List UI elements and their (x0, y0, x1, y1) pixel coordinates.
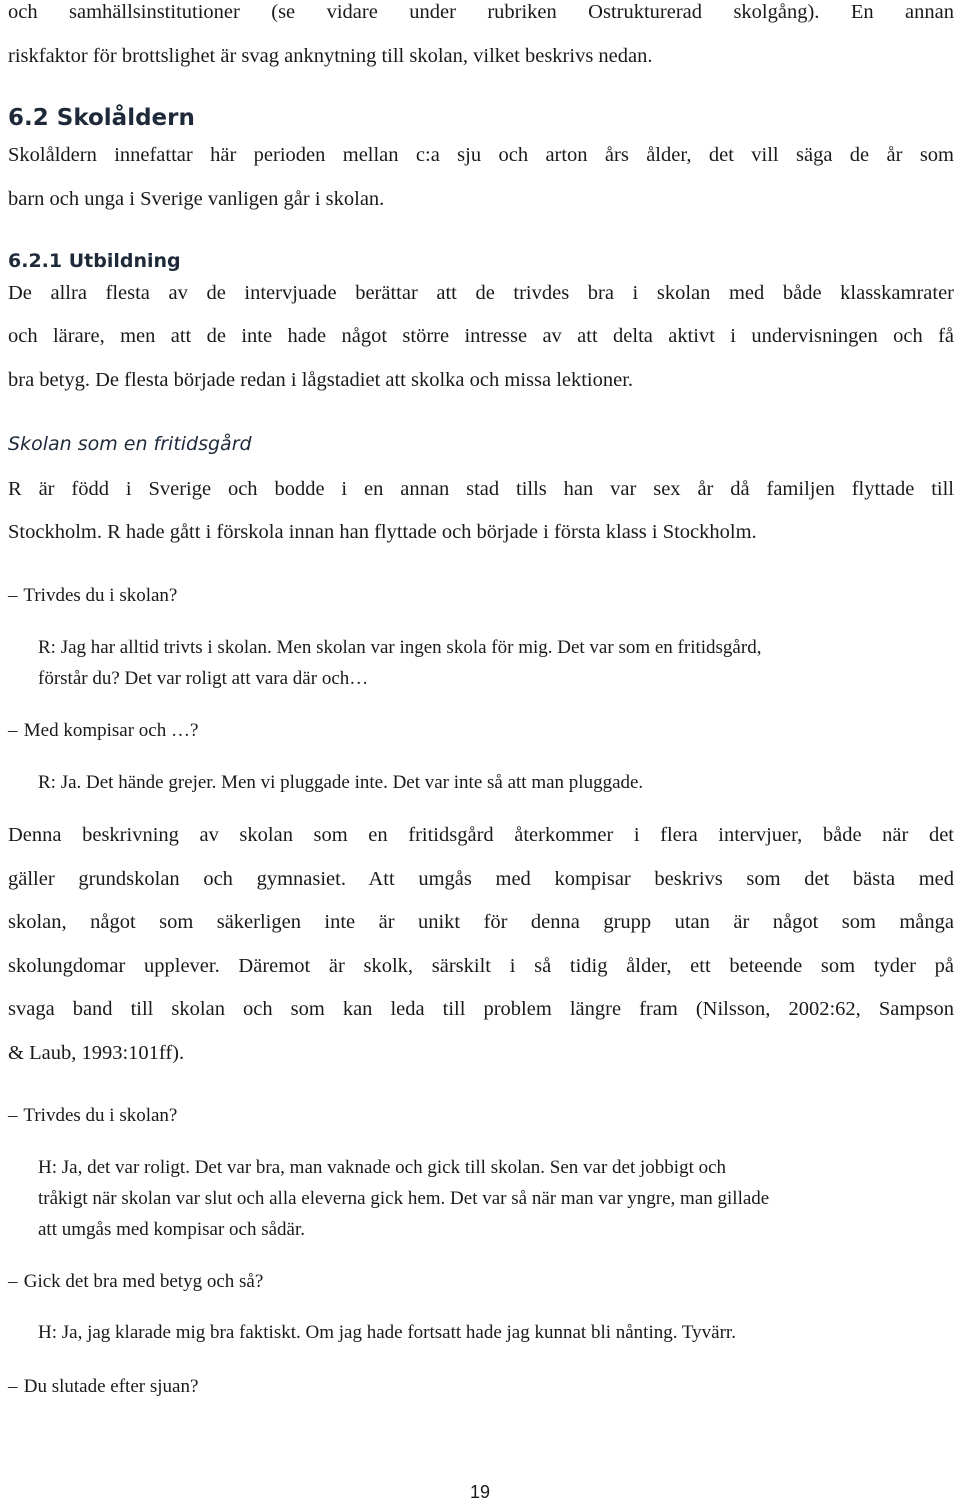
paragraph-line: och lärare, men att de inte hade något större intresse av att delta aktivt i undervisningen och få (8, 325, 954, 347)
interview-question (8, 1375, 198, 1399)
dash-marker: – (8, 720, 18, 741)
interview-answer-line: tråkigt när skolan var slut och alla eleverna gick hem. Det var så när man var yngre, man gillade (38, 1188, 770, 1209)
paragraph-line: riskfaktor för brottslighet är svag anknytning till skolan, vilket beskrivs nedan. (8, 45, 653, 67)
interview-answer-line: R: Ja. Det hände grejer. Men vi pluggade inte. Det var inte så att man pluggade. (38, 772, 644, 793)
paragraph-line: bra betyg. De flesta började redan i lågstadiet att skolka och missa lektioner. (8, 369, 634, 391)
subsection-heading: 6.2.1 Utbildning (8, 250, 181, 272)
page-number: 19 (469, 1482, 491, 1502)
paragraph-line: Stockholm. R hade gått i förskola innan han flyttade och började i första klass i Stockholm. (8, 521, 757, 543)
paragraph-line: svaga band till skolan och som kan leda till problem längre fram (Nilsson, 2002:62, Sampson (8, 998, 954, 1020)
interview-answer-line: H: Ja, jag klarade mig bra faktiskt. Om jag hade fortsatt hade jag kunnat bli nånting. Tyvärr. (38, 1322, 736, 1343)
question-text: Gick det bra med betyg och så? (23, 1271, 264, 1292)
question-text: Trivdes du i skolan? (23, 585, 178, 606)
interview-question (8, 584, 177, 608)
paragraph-line: skolungdomar upplever. Däremot är skolk, särskilt i så tidig ålder, ett beteende som tyder på (8, 955, 954, 977)
interview-answer-line: att umgås med kompisar och sådär. (38, 1219, 305, 1240)
paragraph-line: & Laub, 1993:101ff). (8, 1042, 185, 1064)
paragraph-line: De allra flesta av de intervjuade berättar att de trivdes bra i skolan med både klasskamrater (8, 282, 954, 304)
question-text: Med kompisar och …? (23, 720, 199, 741)
paragraph-line: R är född i Sverige och bodde i en annan stad tills han var sex år då familjen flyttade till (8, 478, 954, 500)
paragraph-line: Skolåldern innefattar här perioden mellan c:a sju och arton års ålder, det vill säga de år som (8, 144, 954, 166)
dash-marker: – (8, 1271, 18, 1292)
section-heading: 6.2 Skolåldern (8, 105, 195, 131)
dash-marker: – (8, 585, 18, 606)
interview-answer-line: R: Jag har alltid trivts i skolan. Men skolan var ingen skola för mig. Det var som en fritidsgård, (38, 637, 762, 658)
dash-marker: – (8, 1376, 18, 1397)
interview-question (8, 1104, 177, 1128)
paragraph-line: och samhällsinstitutioner (se vidare under rubriken Ostrukturerad skolgång). En annan (8, 1, 954, 23)
dash-marker: – (8, 1105, 18, 1126)
question-text: Du slutade efter sjuan? (23, 1376, 199, 1397)
interview-answer-line: H: Ja, det var roligt. Det var bra, man vaknade och gick till skolan. Sen var det jobbigt och (38, 1157, 727, 1178)
paragraph-line: barn och unga i Sverige vanligen går i skolan. (8, 188, 385, 210)
paragraph-line: gäller grundskolan och gymnasiet. Att umgås med kompisar beskrivs som det bästa med (8, 868, 954, 890)
italic-subheading: Skolan som en fritidsgård (8, 433, 252, 455)
question-text: Trivdes du i skolan? (23, 1105, 178, 1126)
interview-question (8, 1270, 263, 1294)
interview-question (8, 719, 198, 743)
paragraph-line: Denna beskrivning av skolan som en fritidsgård återkommer i flera intervjuer, både när det (8, 824, 954, 846)
paragraph-line: skolan, något som säkerligen inte är unikt för denna grupp utan är något som många (8, 911, 954, 933)
interview-answer-line: förstår du? Det var roligt att vara där och… (38, 668, 369, 689)
